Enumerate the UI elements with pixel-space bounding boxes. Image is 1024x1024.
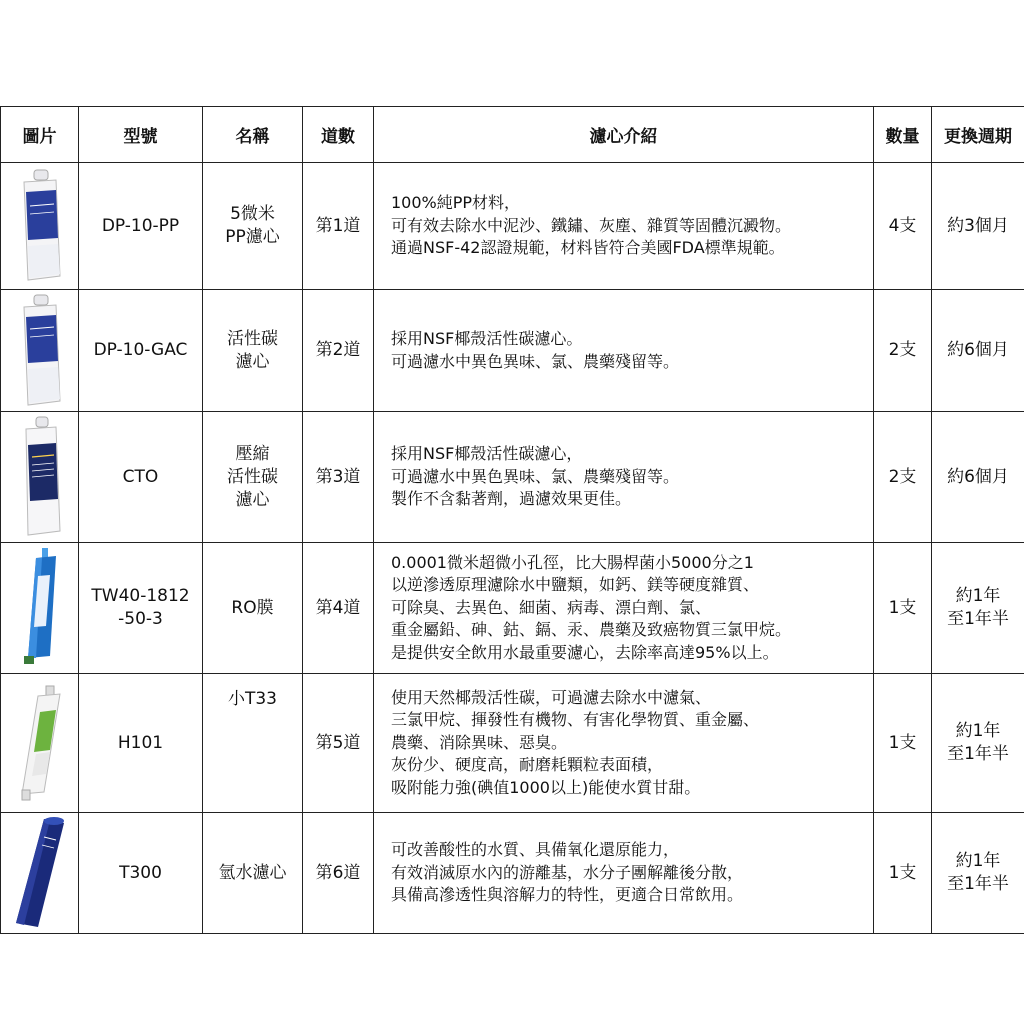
ro-membrane-icon — [10, 546, 70, 670]
header-intro: 濾心介紹 — [374, 107, 874, 163]
pp-filter-cartridge-icon — [10, 166, 70, 286]
header-model: 型號 — [79, 107, 203, 163]
table-row — [1, 813, 1024, 934]
model-cell: H101 — [79, 674, 203, 813]
image-cell — [1, 813, 79, 934]
table-row — [1, 163, 1024, 290]
image-cell — [1, 163, 79, 290]
qty-cell: 2支 — [874, 290, 932, 412]
table-row — [1, 674, 1024, 813]
name-cell: 氫水濾心 — [203, 813, 303, 934]
intro-cell: 採用NSF椰殼活性碳濾心。 可過濾水中異色異味、氯、農藥殘留等。 — [374, 290, 874, 412]
qty-cell: 1支 — [874, 543, 932, 674]
model-cell: CTO — [79, 412, 203, 543]
intro-cell: 100%純PP材料， 可有效去除水中泥沙、鐵鏽、灰塵、雜質等固體沉澱物。 通過NSF-42認證規範，材料皆符合美國FDA標準規範。 — [374, 163, 874, 290]
header-stage: 道數 — [303, 107, 374, 163]
period-cell: 約6個月 — [932, 290, 1024, 412]
name-cell: 小T33 — [203, 674, 303, 813]
name-cell: 活性碳 濾心 — [203, 290, 303, 412]
period-cell: 約3個月 — [932, 163, 1024, 290]
stage-cell: 第3道 — [303, 412, 374, 543]
header-name: 名稱 — [203, 107, 303, 163]
model-cell: TW40-1812 -50-3 — [79, 543, 203, 674]
model-cell: T300 — [79, 813, 203, 934]
stage-cell: 第2道 — [303, 290, 374, 412]
image-cell — [1, 412, 79, 543]
stage-cell: 第1道 — [303, 163, 374, 290]
period-cell: 約1年 至1年半 — [932, 674, 1024, 813]
header-period: 更換週期 — [932, 107, 1024, 163]
intro-cell: 使用天然椰殼活性碳，可過濾去除水中濾氣、 三氯甲烷、揮發性有機物、有害化學物質、重金屬、 農藥、消除異味、惡臭。 灰份少、硬度高，耐磨耗顆粒表面積， 吸附能力強(碘值1000以上)能使水質甘甜。 — [374, 674, 874, 813]
table-row — [1, 412, 1024, 543]
intro-cell: 可改善酸性的水質、具備氧化還原能力， 有效消滅原水內的游離基，水分子團解離後分散， 具備高滲透性與溶解力的特性，更適合日常飲用。 — [374, 813, 874, 934]
table-row — [1, 290, 1024, 412]
stage-cell: 第4道 — [303, 543, 374, 674]
model-cell: DP-10-PP — [79, 163, 203, 290]
period-cell: 約1年 至1年半 — [932, 813, 1024, 934]
name-cell: 5微米 PP濾心 — [203, 163, 303, 290]
qty-cell: 1支 — [874, 674, 932, 813]
name-cell: 壓縮 活性碳 濾心 — [203, 412, 303, 543]
image-cell — [1, 290, 79, 412]
inline-carbon-filter-icon — [10, 684, 70, 802]
cto-filter-cartridge-icon — [10, 415, 70, 539]
model-cell: DP-10-GAC — [79, 290, 203, 412]
qty-cell: 2支 — [874, 412, 932, 543]
header-image: 圖片 — [1, 107, 79, 163]
hydrogen-water-filter-icon — [8, 815, 72, 931]
period-cell: 約6個月 — [932, 412, 1024, 543]
intro-cell: 採用NSF椰殼活性碳濾心， 可過濾水中異色異味、氯、農藥殘留等。 製作不含黏著劑，過濾效果更佳。 — [374, 412, 874, 543]
name-cell: RO膜 — [203, 543, 303, 674]
period-cell: 約1年 至1年半 — [932, 543, 1024, 674]
intro-cell: 0.0001微米超微小孔徑，比大腸桿菌小5000分之1 以逆滲透原理濾除水中鹽類，如鈣、鎂等硬度雜質、 可除臭、去異色、細菌、病毒、漂白劑、氯、 重金屬鉛、砷、鈷、鎘、汞、農藥及致癌物質三氯甲烷。 是提供安全飲用水最重要濾心，去除率高達95%以上。 — [374, 543, 874, 674]
qty-cell: 4支 — [874, 163, 932, 290]
header-row — [1, 107, 1024, 163]
table-row — [1, 543, 1024, 674]
header-qty: 數量 — [874, 107, 932, 163]
gac-filter-cartridge-icon — [10, 293, 70, 409]
image-cell — [1, 674, 79, 813]
qty-cell: 1支 — [874, 813, 932, 934]
image-cell — [1, 543, 79, 674]
filter-spec-table — [0, 106, 1024, 934]
stage-cell: 第5道 — [303, 674, 374, 813]
stage-cell: 第6道 — [303, 813, 374, 934]
